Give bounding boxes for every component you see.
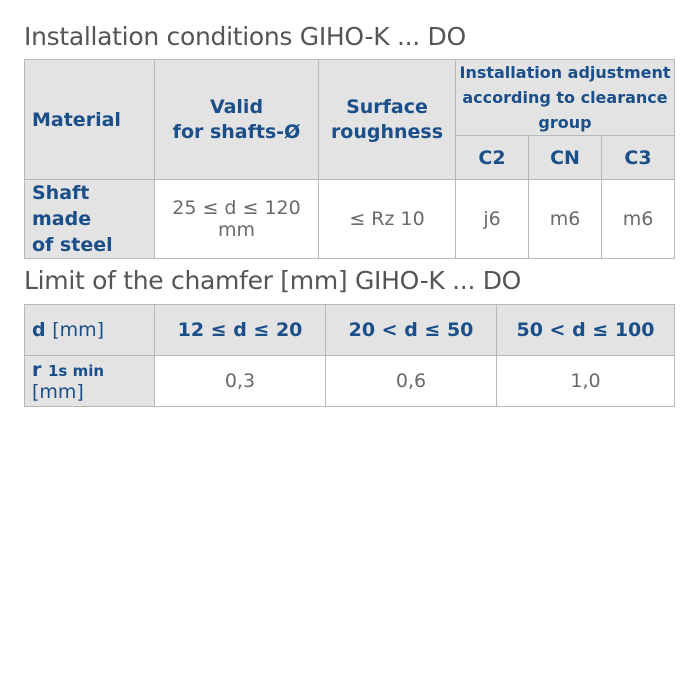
chamfer-value-1: 0,3 bbox=[155, 356, 326, 407]
installation-conditions-title: Installation conditions GIHO-K ... DO bbox=[24, 22, 466, 51]
installation-adjustment-header bbox=[456, 60, 675, 136]
r-unit: [mm] bbox=[32, 381, 84, 403]
range-3-header: 50 < d ≤ 100 bbox=[497, 305, 675, 356]
clearance-group-c2-header: C2 bbox=[456, 136, 529, 180]
valid-header-line2: for shafts-Ø bbox=[172, 120, 301, 143]
chamfer-limit-table bbox=[24, 304, 675, 407]
d-header-label: d bbox=[32, 319, 46, 341]
clearance-group-cn-header: CN bbox=[529, 136, 602, 180]
valid-header-line1: Valid bbox=[209, 95, 264, 118]
adjustment-header-line2: according to clearance group bbox=[462, 88, 668, 132]
r-label-subscript: 1s min bbox=[48, 362, 105, 380]
material-header-label: Material bbox=[32, 108, 121, 131]
material-header bbox=[25, 60, 155, 180]
d-header bbox=[25, 305, 155, 356]
chamfer-value-2: 0,6 bbox=[326, 356, 497, 407]
adjustment-header-line1: Installation adjustment bbox=[459, 63, 671, 82]
chamfer-limit-title: Limit of the chamfer [mm] GIHO-K ... DO bbox=[24, 266, 522, 295]
chamfer-value-3: 1,0 bbox=[497, 356, 675, 407]
range-1-header: 12 ≤ d ≤ 20 bbox=[155, 305, 326, 356]
valid-shafts-header bbox=[155, 60, 319, 180]
valid-shafts-cell: 25 ≤ d ≤ 120 mm bbox=[155, 180, 319, 259]
fit-c2-cell: j6 bbox=[456, 180, 529, 259]
r-min-header bbox=[25, 356, 155, 407]
clearance-group-c3-header: C3 bbox=[602, 136, 675, 180]
material-line1: Shaft made bbox=[32, 182, 92, 230]
roughness-cell: ≤ Rz 10 bbox=[319, 180, 456, 259]
surface-header-line2: roughness bbox=[330, 120, 444, 143]
installation-conditions-table bbox=[24, 59, 675, 259]
surface-roughness-header bbox=[319, 60, 456, 180]
fit-c3-cell: m6 bbox=[602, 180, 675, 259]
fit-cn-cell: m6 bbox=[529, 180, 602, 259]
surface-header-line1: Surface bbox=[346, 95, 428, 118]
material-cell bbox=[25, 180, 155, 259]
r-label: r bbox=[32, 359, 42, 381]
range-2-header: 20 < d ≤ 50 bbox=[326, 305, 497, 356]
material-line2: of steel bbox=[32, 234, 113, 256]
d-header-unit: [mm] bbox=[52, 319, 105, 341]
